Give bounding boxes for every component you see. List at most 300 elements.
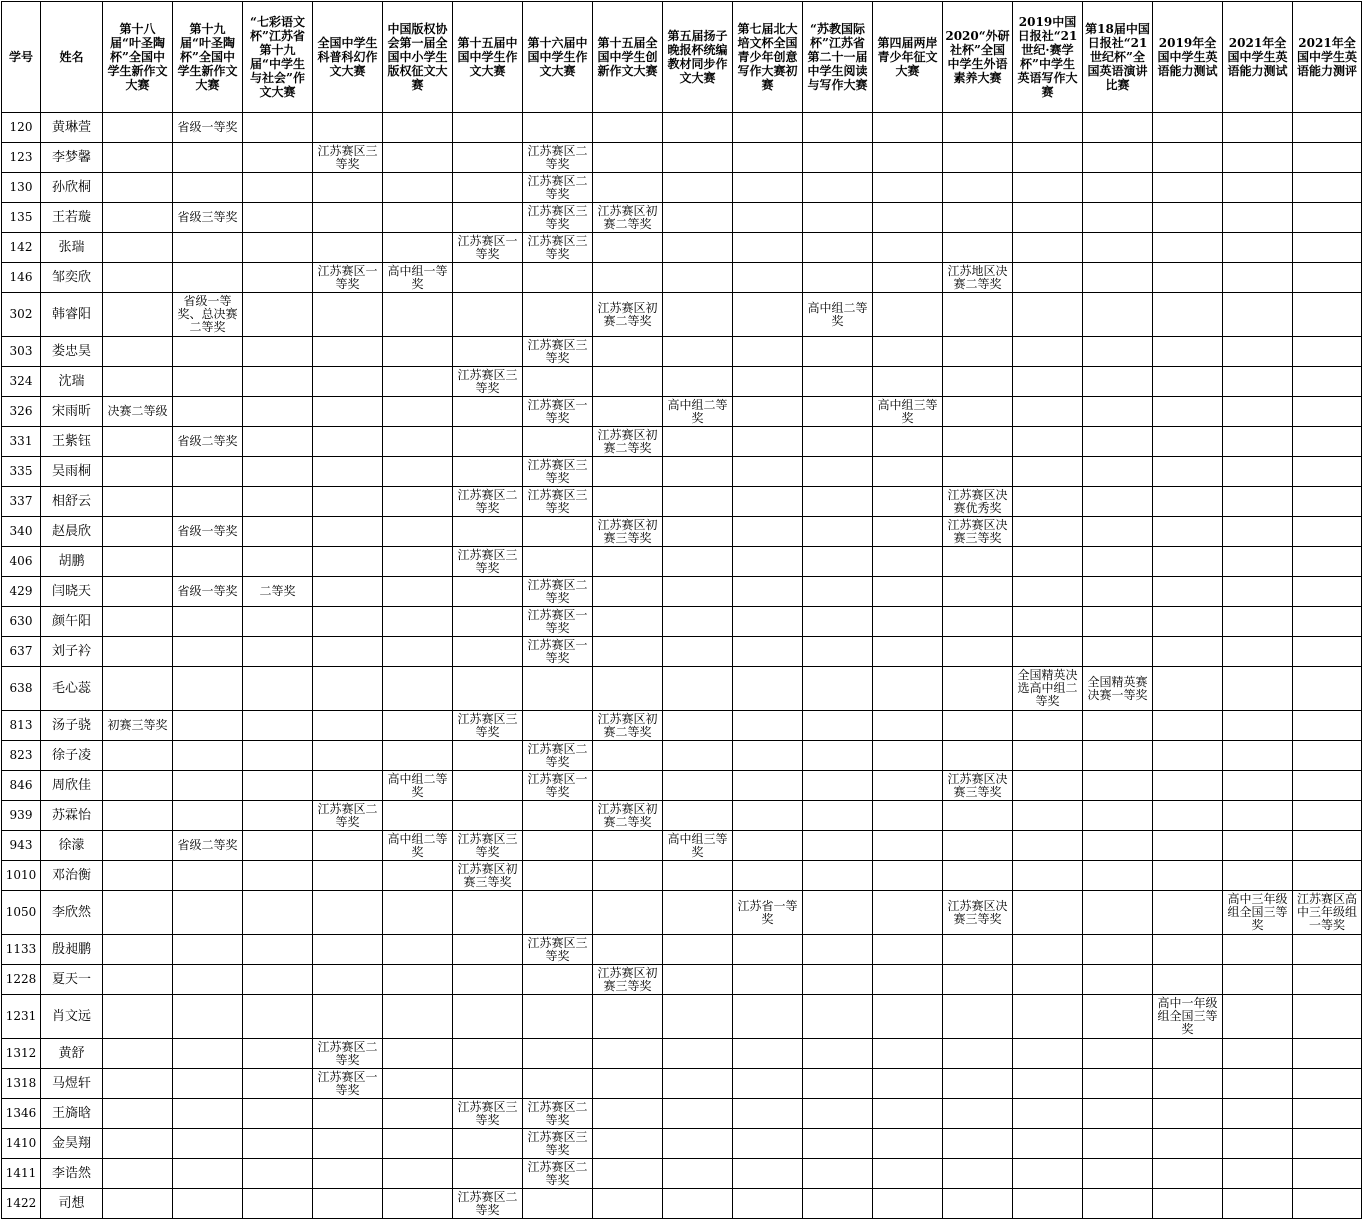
- award-cell: [663, 1189, 733, 1219]
- award-cell: [173, 143, 243, 173]
- award-cell: [1083, 263, 1153, 293]
- award-cell: 高中组二等奖: [663, 397, 733, 427]
- award-cell: 省级一等奖: [173, 517, 243, 547]
- award-cell: [523, 801, 593, 831]
- award-cell: [383, 203, 453, 233]
- award-cell: 江苏赛区三等奖: [523, 233, 593, 263]
- award-cell: [313, 1159, 383, 1189]
- award-cell: [1013, 771, 1083, 801]
- award-cell: [173, 1069, 243, 1099]
- award-cell: [1223, 457, 1293, 487]
- award-cell: [733, 173, 803, 203]
- award-cell: [103, 607, 173, 637]
- award-cell: [1153, 1189, 1223, 1219]
- award-cell: [873, 637, 943, 667]
- award-cell: [1083, 741, 1153, 771]
- header-row: [2, 2, 1362, 113]
- award-cell: 江苏赛区三等奖: [523, 457, 593, 487]
- award-cell: [313, 233, 383, 263]
- award-cell: [1083, 517, 1153, 547]
- table-row: [2, 113, 1362, 143]
- award-cell: [103, 935, 173, 965]
- award-cell: [313, 1099, 383, 1129]
- award-cell: 江苏地区决赛二等奖: [943, 263, 1013, 293]
- award-cell: [173, 487, 243, 517]
- award-cell: [313, 367, 383, 397]
- award-cell: 省级一等奖、总决赛二等奖: [173, 293, 243, 337]
- award-cell: [243, 337, 313, 367]
- award-cell: [1223, 637, 1293, 667]
- award-cell: [1083, 427, 1153, 457]
- award-cell: [383, 1069, 453, 1099]
- award-cell: [803, 741, 873, 771]
- award-cell: [1153, 143, 1223, 173]
- award-cell: [663, 1039, 733, 1069]
- award-cell: [803, 337, 873, 367]
- award-cell: [663, 577, 733, 607]
- award-cell: [943, 427, 1013, 457]
- column-header-competition: 中国版权协会第一届全国中小学生版权征文大赛: [383, 2, 453, 113]
- award-cell: [1223, 995, 1293, 1039]
- table-row: [2, 517, 1362, 547]
- award-cell: [1223, 577, 1293, 607]
- award-cell: [873, 935, 943, 965]
- award-cell: [243, 397, 313, 427]
- award-cell: [1013, 891, 1083, 935]
- award-cell: 江苏赛区三等奖: [523, 203, 593, 233]
- award-cell: [1013, 233, 1083, 263]
- award-cell: [1013, 263, 1083, 293]
- award-cell: [173, 1159, 243, 1189]
- award-cell: [873, 427, 943, 457]
- award-cell: [1153, 861, 1223, 891]
- award-cell: [453, 667, 523, 711]
- award-cell: [313, 547, 383, 577]
- award-cell: [873, 607, 943, 637]
- award-cell: [103, 263, 173, 293]
- award-cell: [663, 113, 733, 143]
- award-cell: [1153, 397, 1223, 427]
- award-cell: [453, 607, 523, 637]
- award-cell: [103, 337, 173, 367]
- award-cell: [243, 801, 313, 831]
- award-cell: [243, 233, 313, 263]
- student-id-cell: 823: [2, 741, 41, 771]
- award-cell: [173, 607, 243, 637]
- award-cell: [1293, 711, 1362, 741]
- award-cell: 高中组三等奖: [873, 397, 943, 427]
- award-cell: [103, 143, 173, 173]
- award-cell: [1013, 861, 1083, 891]
- column-header-competition: 第十五届中国中学生作文大赛: [453, 2, 523, 113]
- award-cell: [1223, 173, 1293, 203]
- award-cell: 江苏赛区初赛三等奖: [593, 517, 663, 547]
- award-cell: [313, 965, 383, 995]
- table-row: [2, 637, 1362, 667]
- award-cell: [243, 1039, 313, 1069]
- award-cell: [453, 637, 523, 667]
- award-cell: [873, 1039, 943, 1069]
- award-cell: 江苏赛区三等奖: [523, 337, 593, 367]
- award-cell: [873, 143, 943, 173]
- award-cell: [803, 667, 873, 711]
- award-cell: [313, 577, 383, 607]
- award-cell: [1293, 607, 1362, 637]
- student-id-cell: 429: [2, 577, 41, 607]
- award-cell: [943, 1099, 1013, 1129]
- award-cell: [1013, 427, 1083, 457]
- award-cell: [453, 1069, 523, 1099]
- award-cell: [1153, 233, 1223, 263]
- award-cell: [873, 233, 943, 263]
- award-cell: [943, 397, 1013, 427]
- column-header-competition: 第十六届中国中学生作文大赛: [523, 2, 593, 113]
- student-id-cell: 1133: [2, 935, 41, 965]
- student-name-cell: 邹奕欣: [41, 263, 103, 293]
- award-cell: 江苏赛区一等奖: [313, 1069, 383, 1099]
- award-cell: [173, 771, 243, 801]
- student-name-cell: 徐濛: [41, 831, 103, 861]
- award-cell: [803, 367, 873, 397]
- award-cell: [1293, 397, 1362, 427]
- award-cell: [453, 427, 523, 457]
- award-cell: [803, 771, 873, 801]
- award-cell: [1153, 293, 1223, 337]
- table-row: [2, 233, 1362, 263]
- award-cell: [173, 935, 243, 965]
- award-cell: [943, 607, 1013, 637]
- award-cell: [243, 1189, 313, 1219]
- award-cell: [1293, 831, 1362, 861]
- award-cell: [873, 801, 943, 831]
- award-cell: 江苏赛区二等奖: [453, 1189, 523, 1219]
- award-cell: [943, 741, 1013, 771]
- award-cell: [593, 1069, 663, 1099]
- award-cell: [173, 637, 243, 667]
- column-header-competition: 2021年全国中学生英语能力测试: [1223, 2, 1293, 113]
- award-cell: [1293, 1099, 1362, 1129]
- award-cell: [1293, 203, 1362, 233]
- award-cell: [1083, 203, 1153, 233]
- award-cell: [733, 741, 803, 771]
- award-cell: [803, 607, 873, 637]
- award-cell: [803, 965, 873, 995]
- award-cell: 江苏赛区初赛二等奖: [593, 293, 663, 337]
- award-cell: [523, 667, 593, 711]
- student-name-cell: 相舒云: [41, 487, 103, 517]
- award-cell: [243, 143, 313, 173]
- award-cell: [733, 427, 803, 457]
- award-cell: [593, 143, 663, 173]
- student-id-cell: 130: [2, 173, 41, 203]
- award-cell: [453, 935, 523, 965]
- award-cell: [663, 293, 733, 337]
- award-cell: [1223, 367, 1293, 397]
- award-cell: [1013, 1129, 1083, 1159]
- award-cell: [593, 741, 663, 771]
- award-cell: [103, 637, 173, 667]
- award-cell: 决赛二等级: [103, 397, 173, 427]
- table-row: [2, 1099, 1362, 1129]
- award-cell: [663, 741, 733, 771]
- award-cell: 高中组三等奖: [663, 831, 733, 861]
- award-cell: [1223, 263, 1293, 293]
- award-cell: [313, 667, 383, 711]
- award-cell: [733, 1099, 803, 1129]
- student-id-cell: 846: [2, 771, 41, 801]
- award-cell: [593, 891, 663, 935]
- award-cell: [1013, 203, 1083, 233]
- award-cell: [103, 891, 173, 935]
- award-cell: 江苏赛区二等奖: [523, 1099, 593, 1129]
- award-cell: [733, 801, 803, 831]
- award-cell: 江苏赛区一等奖: [523, 771, 593, 801]
- award-cell: [1083, 233, 1153, 263]
- award-cell: 江苏赛区二等奖: [313, 1039, 383, 1069]
- award-cell: [313, 607, 383, 637]
- award-cell: [873, 293, 943, 337]
- award-cell: [733, 547, 803, 577]
- award-cell: [1083, 891, 1153, 935]
- award-cell: [943, 457, 1013, 487]
- award-cell: [1083, 337, 1153, 367]
- award-cell: 江苏赛区三等奖: [453, 1099, 523, 1129]
- award-cell: [1083, 1189, 1153, 1219]
- award-cell: [313, 711, 383, 741]
- award-cell: 江苏赛区一等奖: [523, 397, 593, 427]
- award-cell: [1293, 801, 1362, 831]
- award-cell: [803, 1039, 873, 1069]
- award-cell: [103, 861, 173, 891]
- award-cell: 江苏赛区二等奖: [523, 1159, 593, 1189]
- student-id-cell: 340: [2, 517, 41, 547]
- award-cell: 江苏赛区二等奖: [523, 173, 593, 203]
- award-cell: [453, 143, 523, 173]
- table-row: [2, 1159, 1362, 1189]
- award-cell: [873, 831, 943, 861]
- student-name-cell: 夏天一: [41, 965, 103, 995]
- student-id-cell: 1411: [2, 1159, 41, 1189]
- award-cell: [383, 577, 453, 607]
- award-cell: [1223, 771, 1293, 801]
- award-cell: [873, 891, 943, 935]
- award-cell: [243, 487, 313, 517]
- award-cell: [873, 741, 943, 771]
- award-cell: 江苏赛区一等奖: [523, 637, 593, 667]
- award-cell: [943, 293, 1013, 337]
- student-id-cell: 638: [2, 667, 41, 711]
- student-name-cell: 马煜轩: [41, 1069, 103, 1099]
- award-cell: [1153, 1129, 1223, 1159]
- award-cell: [803, 831, 873, 861]
- award-cell: [943, 1159, 1013, 1189]
- award-cell: [1083, 711, 1153, 741]
- award-cell: [593, 173, 663, 203]
- award-cell: [1153, 457, 1223, 487]
- award-cell: [383, 457, 453, 487]
- student-name-cell: 吴雨桐: [41, 457, 103, 487]
- award-cell: [523, 711, 593, 741]
- award-cell: [733, 143, 803, 173]
- award-cell: [1013, 173, 1083, 203]
- award-cell: [383, 861, 453, 891]
- award-cell: [1223, 203, 1293, 233]
- award-cell: [243, 771, 313, 801]
- award-cell: [873, 337, 943, 367]
- award-cell: [383, 1099, 453, 1129]
- student-id-cell: 337: [2, 487, 41, 517]
- award-cell: [243, 427, 313, 457]
- award-cell: [243, 1069, 313, 1099]
- award-cell: [103, 771, 173, 801]
- column-header-competition: 2020“外研社杯”全国中学生外语素养大赛: [943, 2, 1013, 113]
- award-cell: [593, 263, 663, 293]
- award-cell: [453, 801, 523, 831]
- award-cell: [663, 203, 733, 233]
- award-cell: [663, 637, 733, 667]
- award-cell: [173, 741, 243, 771]
- award-cell: 省级一等奖: [173, 577, 243, 607]
- award-cell: 江苏赛区初赛二等奖: [593, 711, 663, 741]
- award-cell: [943, 935, 1013, 965]
- award-cell: [383, 487, 453, 517]
- award-cell: [383, 1129, 453, 1159]
- award-cell: [873, 1069, 943, 1099]
- column-header-competition: 第十五届全国中学生创新作文大赛: [593, 2, 663, 113]
- award-cell: [1083, 1129, 1153, 1159]
- award-cell: [1153, 831, 1223, 861]
- award-cell: [1013, 801, 1083, 831]
- column-header-competition: 第五届扬子晚报杯统编教材同步作文大赛: [663, 2, 733, 113]
- award-cell: [313, 935, 383, 965]
- column-header-competition: 第四届两岸青少年征文大赛: [873, 2, 943, 113]
- award-cell: [383, 397, 453, 427]
- award-cell: [1293, 487, 1362, 517]
- award-cell: [873, 263, 943, 293]
- student-id-cell: 335: [2, 457, 41, 487]
- award-cell: 江苏赛区决赛优秀奖: [943, 487, 1013, 517]
- award-cell: [173, 667, 243, 711]
- award-cell: 江苏赛区三等奖: [523, 487, 593, 517]
- student-name-cell: 苏霖怡: [41, 801, 103, 831]
- award-cell: [663, 667, 733, 711]
- award-cell: [733, 607, 803, 637]
- award-cell: [663, 801, 733, 831]
- student-name-cell: 黄舒: [41, 1039, 103, 1069]
- award-cell: [1083, 801, 1153, 831]
- award-cell: [383, 293, 453, 337]
- award-cell: [1153, 711, 1223, 741]
- award-cell: [313, 741, 383, 771]
- award-cell: [1153, 337, 1223, 367]
- table-row: [2, 831, 1362, 861]
- award-cell: [1153, 667, 1223, 711]
- award-cell: [1293, 293, 1362, 337]
- award-cell: [873, 457, 943, 487]
- award-cell: [313, 517, 383, 547]
- student-name-cell: 黄琳萱: [41, 113, 103, 143]
- award-cell: [873, 965, 943, 995]
- student-name-cell: 沈瑞: [41, 367, 103, 397]
- award-cell: [453, 1159, 523, 1189]
- award-cell: [733, 517, 803, 547]
- award-cell: [103, 487, 173, 517]
- award-cell: [243, 891, 313, 935]
- column-header-competition: 2019年全国中学生英语能力测试: [1153, 2, 1223, 113]
- student-name-cell: 汤子骁: [41, 711, 103, 741]
- award-cell: [523, 1039, 593, 1069]
- award-cell: [383, 113, 453, 143]
- award-cell: [453, 397, 523, 427]
- award-cell: [313, 637, 383, 667]
- award-cell: [383, 547, 453, 577]
- column-header-name: 姓名: [41, 2, 103, 113]
- table-body: [2, 113, 1362, 1219]
- award-cell: [1293, 637, 1362, 667]
- award-cell: [663, 457, 733, 487]
- award-cell: 江苏赛区三等奖: [523, 935, 593, 965]
- award-cell: [103, 577, 173, 607]
- award-cell: [1223, 427, 1293, 457]
- award-cell: [803, 995, 873, 1039]
- award-cell: [383, 801, 453, 831]
- award-cell: [1083, 547, 1153, 577]
- award-cell: [733, 487, 803, 517]
- column-header-competition: 第七届北大培文杯全国青少年创意写作大赛初赛: [733, 2, 803, 113]
- award-cell: [1293, 233, 1362, 263]
- award-cell: [383, 1189, 453, 1219]
- award-cell: [243, 367, 313, 397]
- award-cell: [103, 233, 173, 263]
- award-cell: [103, 457, 173, 487]
- award-cell: [593, 861, 663, 891]
- award-cell: [1293, 965, 1362, 995]
- award-cell: [1223, 711, 1293, 741]
- award-cell: [593, 1159, 663, 1189]
- award-cell: 江苏赛区二等奖: [523, 741, 593, 771]
- column-header-student-id: 学号: [2, 2, 41, 113]
- award-cell: [1223, 1069, 1293, 1099]
- award-cell: [1293, 861, 1362, 891]
- award-cell: [803, 1159, 873, 1189]
- table-row: [2, 487, 1362, 517]
- student-name-cell: 司想: [41, 1189, 103, 1219]
- student-id-cell: 142: [2, 233, 41, 263]
- award-cell: [593, 547, 663, 577]
- award-cell: [593, 113, 663, 143]
- award-cell: [1223, 741, 1293, 771]
- award-cell: [733, 113, 803, 143]
- student-name-cell: 李诰然: [41, 1159, 103, 1189]
- table-row: [2, 337, 1362, 367]
- award-cell: [873, 711, 943, 741]
- award-cell: 全国精英决选高中组二等奖: [1013, 667, 1083, 711]
- award-cell: [453, 457, 523, 487]
- award-cell: [663, 1099, 733, 1129]
- award-cell: 高中一年级组全国三等奖: [1153, 995, 1223, 1039]
- award-cell: [1083, 1099, 1153, 1129]
- award-cell: [803, 637, 873, 667]
- student-name-cell: 李欣然: [41, 891, 103, 935]
- award-cell: [1013, 995, 1083, 1039]
- table-row: [2, 263, 1362, 293]
- award-cell: 江苏赛区三等奖: [453, 367, 523, 397]
- award-cell: [1293, 1159, 1362, 1189]
- award-cell: [1293, 1039, 1362, 1069]
- award-cell: [453, 113, 523, 143]
- award-cell: [523, 517, 593, 547]
- award-cell: [1293, 1069, 1362, 1099]
